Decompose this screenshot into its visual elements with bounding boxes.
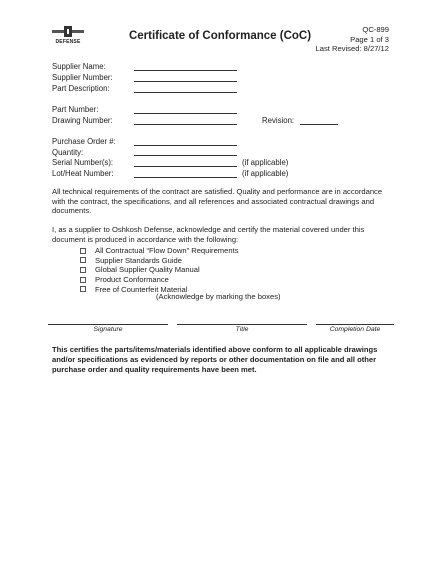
- part-description-label: Part Description:: [52, 84, 110, 93]
- lot-heat-number-label: Lot/Heat Number:: [52, 169, 114, 178]
- supplier-name-label: Supplier Name:: [52, 62, 106, 71]
- signature-line[interactable]: [48, 324, 168, 325]
- supplier-number-label: Supplier Number:: [52, 73, 113, 82]
- purchase-order-label: Purchase Order #:: [52, 137, 116, 146]
- document-meta: [316, 25, 389, 54]
- checkbox[interactable]: [80, 257, 86, 263]
- quantity-field[interactable]: [134, 155, 237, 156]
- certification-statement: This certifies the parts/items/materials identified above conform to all applicable drawings and/or specifications as evidenced by reports or other documentation on file and all other purchase order and quality requirements have been met.: [52, 345, 378, 374]
- drawing-number-field[interactable]: [134, 124, 237, 125]
- serial-numbers-field[interactable]: [134, 166, 237, 167]
- signature-label: Signature: [93, 326, 123, 333]
- checkbox[interactable]: [80, 277, 86, 283]
- lot-if-applicable: (if applicable): [242, 169, 289, 178]
- checklist-label: Global Supplier Quality Manual: [95, 265, 200, 275]
- part-number-field[interactable]: [134, 113, 237, 114]
- checklist-item[interactable]: [80, 256, 239, 266]
- supplier-name-field[interactable]: [134, 70, 237, 71]
- checklist-label: All Contractual “Flow Down” Requirements: [95, 246, 239, 256]
- supplier-acknowledgement: I, as a supplier to Oshkosh Defense, acknowledge and certify the material covered under this document is produced in accordance with the following:: [52, 225, 365, 244]
- checklist-label: Free of Counterfeit Material: [95, 284, 188, 294]
- logo-text: DEFENSE: [55, 39, 81, 45]
- page-number: Page 1 of 3: [350, 34, 389, 44]
- part-description-field[interactable]: [134, 92, 237, 93]
- checklist-item[interactable]: [80, 275, 239, 285]
- form-number: QC-899: [362, 25, 389, 34]
- completion-date-line[interactable]: [316, 324, 394, 325]
- conformance-checklist: [80, 246, 239, 294]
- checkbox[interactable]: [80, 286, 86, 292]
- supplier-number-field[interactable]: [134, 81, 237, 82]
- serial-if-applicable: (if applicable): [242, 158, 289, 167]
- document-title: Certificate of Conformance (CoC): [128, 30, 312, 42]
- drawing-number-label: Drawing Number:: [52, 116, 113, 125]
- purchase-order-field[interactable]: [134, 145, 237, 146]
- lot-heat-number-field[interactable]: [134, 177, 237, 178]
- checklist-label: Product Conformance: [95, 275, 169, 285]
- revision-field[interactable]: [300, 124, 338, 125]
- checkbox[interactable]: [80, 267, 86, 273]
- title-label: Title: [235, 326, 249, 333]
- checklist-item[interactable]: [80, 265, 239, 275]
- checkbox[interactable]: [80, 248, 86, 254]
- checklist-note: (Acknowledge by marking the boxes): [156, 292, 281, 301]
- quantity-label: Quantity:: [52, 148, 84, 157]
- completion-date-label: Completion Date: [329, 326, 381, 333]
- serial-numbers-label: Serial Number(s):: [52, 158, 114, 167]
- checklist-label: Supplier Standards Guide: [95, 255, 182, 265]
- title-line[interactable]: [177, 324, 307, 325]
- part-number-label: Part Number:: [52, 105, 99, 114]
- requirements-statement: All technical requirements of the contract are satisfied. Quality and performance are in accordance with the contract, the specifications, and all references and associated contractual drawings and documents.: [52, 187, 383, 216]
- checklist-item[interactable]: [80, 246, 239, 256]
- revision-label: Revision:: [262, 116, 295, 125]
- last-revised: Last Revised: 8/27/12: [315, 44, 389, 53]
